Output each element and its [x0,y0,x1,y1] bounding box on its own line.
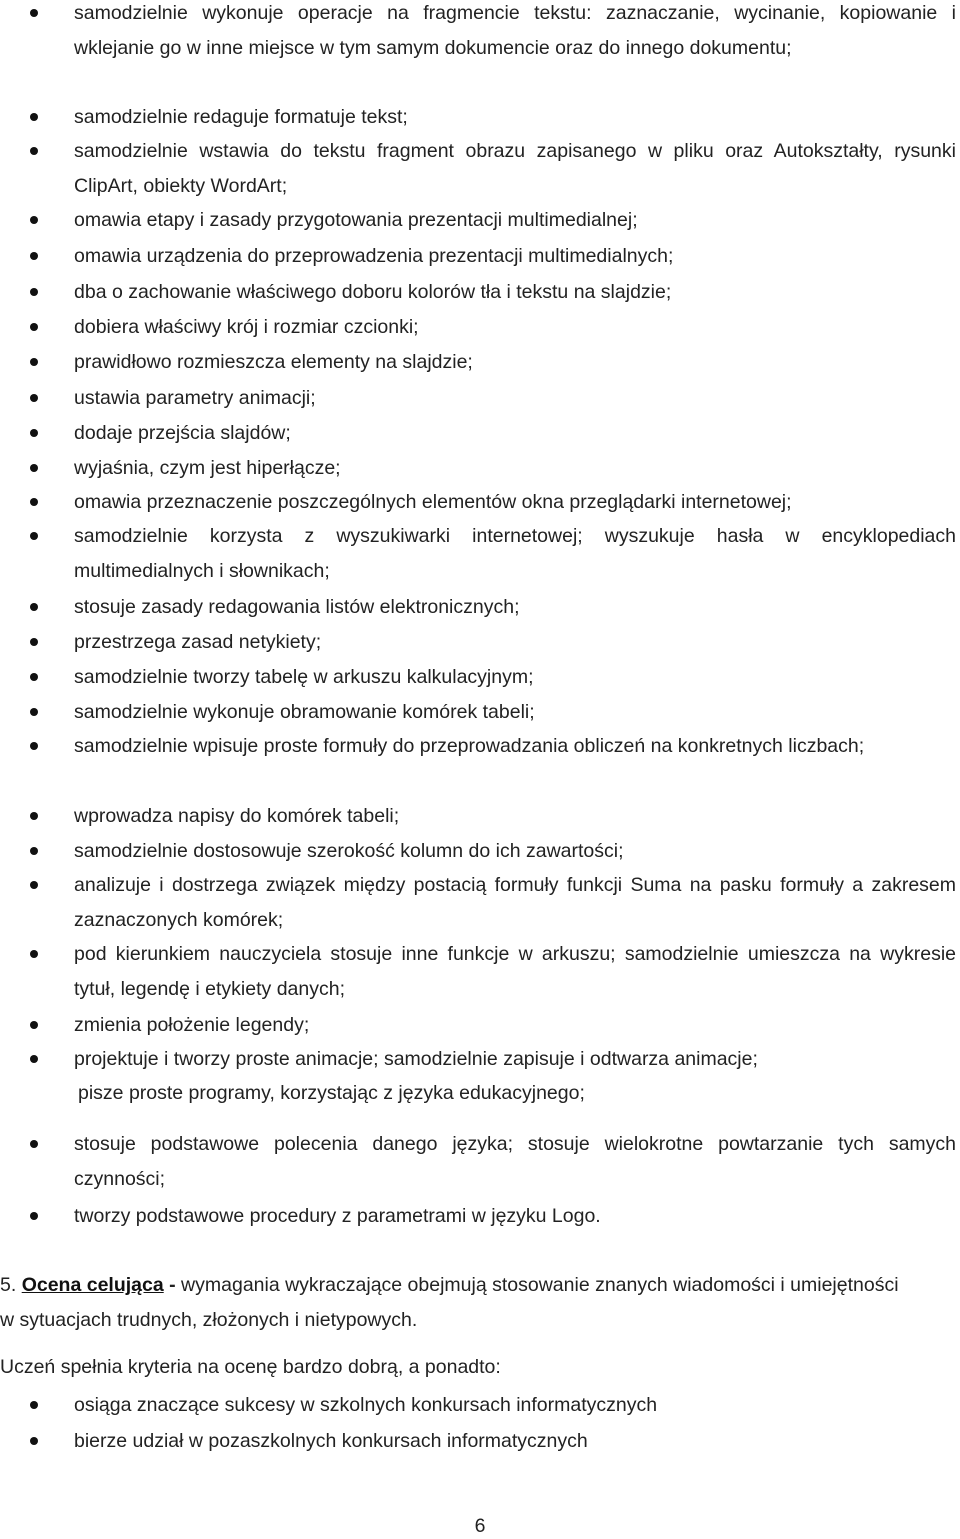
list-item: wyjaśnia, czym jest hiperłącze; [74,451,956,486]
bullet-icon [30,881,38,889]
list-item: tworzy podstawowe procedury z parametrami w języku Logo. [74,1199,956,1234]
bullet-icon [30,1401,38,1409]
list-item: wprowadza napisy do komórek tabeli; [74,799,956,834]
list-item: bierze udział w pozaszkolnych konkursach informatycznych [74,1424,956,1459]
list-item: samodzielnie wykonuje operacje na fragmencie tekstu: zaznaczanie, wycinanie, kopiowanie i wklejanie go w inne miejsce w tym samym dokumencie oraz do innego dokumentu; [74,0,956,66]
intro-line: Uczeń spełnia kryteria na ocenę bardzo dobrą, a ponadto: [0,1356,501,1378]
list-item: prawidłowo rozmieszcza elementy na slajdzie; [74,345,956,380]
bullet-icon [30,812,38,820]
bullet-icon [30,464,38,472]
bullet-icon [30,1055,38,1063]
list-item: stosuje podstawowe polecenia danego języka; stosuje wielokrotne powtarzanie tych samych czynności; [74,1127,956,1197]
list-item: omawia etapy i zasady przygotowania prezentacji multimedialnej; [74,203,956,238]
list-item: osiąga znaczące sukcesy w szkolnych konkursach informatycznych [74,1388,956,1423]
list-item: dodaje przejścia slajdów; [74,416,956,451]
bullet-icon [30,394,38,402]
list-item: dobiera właściwy krój i rozmiar czcionki; [74,310,956,345]
bullet-icon [30,1140,38,1148]
bullet-icon [30,673,38,681]
bullet-icon [30,603,38,611]
list-item: samodzielnie dostosowuje szerokość kolumn do ich zawartości; [74,834,956,869]
list-item: samodzielnie korzysta z wyszukiwarki internetowej; wyszukuje hasła w encyklopediach multimedialnych i słownikach; [74,519,956,589]
bullet-icon [30,216,38,224]
list-item: omawia urządzenia do przeprowadzenia prezentacji multimedialnych; [74,239,956,274]
section-number: 5. [0,1274,17,1296]
list-item: samodzielnie wpisuje proste formuły do przeprowadzania obliczeń na konkretnych liczbach; [74,729,956,764]
bullet-icon [30,708,38,716]
list-item: pod kierunkiem nauczyciela stosuje inne funkcje w arkuszu; samodzielnie umieszcza na wykresie tytuł, legendę i etykiety danych; [74,937,956,1007]
bullet-icon [30,638,38,646]
bullet-icon [30,1212,38,1220]
list-item: projektuje i tworzy proste animacje; samodzielnie zapisuje i odtwarza animacje; [74,1042,956,1077]
bullet-icon [30,1021,38,1029]
list-item: samodzielnie wykonuje obramowanie komórek tabeli; [74,695,956,730]
unbulleted-line: pisze proste programy, korzystając z języka edukacyjnego; [78,1082,585,1104]
section-5-paragraph [0,1268,908,1338]
list-item: samodzielnie redaguje formatuje tekst; [74,100,956,135]
bullet-icon [30,252,38,260]
bullet-icon [30,742,38,750]
section-text: wymagania wykraczające obejmują stosowanie znanych wiadomości i umiejętności w sytuacjach trudnych, złożonych i nietypowych. [0,1274,899,1331]
list-item: omawia przeznaczenie poszczególnych elementów okna przeglądarki internetowej; [74,485,956,520]
bullet-icon [30,498,38,506]
list-item: samodzielnie tworzy tabelę w arkuszu kalkulacyjnym; [74,660,956,695]
bullet-icon [30,532,38,540]
bullet-icon [30,358,38,366]
list-item: dba o zachowanie właściwego doboru kolorów tła i tekstu na slajdzie; [74,275,956,310]
bullet-icon [30,847,38,855]
section-separator: - [163,1274,182,1296]
bullet-icon [30,323,38,331]
list-item: zmienia położenie legendy; [74,1008,956,1043]
list-item: analizuje i dostrzega związek między postacią formuły funkcji Suma na pasku formuły a zakresem zaznaczonych komórek; [74,868,956,938]
list-item: stosuje zasady redagowania listów elektronicznych; [74,590,956,625]
bullet-icon [30,288,38,296]
bullet-icon [30,113,38,121]
list-item: ustawia parametry animacji; [74,381,956,416]
bullet-icon [30,950,38,958]
list-item: samodzielnie wstawia do tekstu fragment obrazu zapisanego w pliku oraz Autokształty, rysunki ClipArt, obiekty WordArt; [74,134,956,204]
section-title: Ocena celująca [21,1274,164,1296]
bullet-icon [30,429,38,437]
page-number: 6 [474,1515,486,1537]
bullet-icon [30,147,38,155]
list-item: przestrzega zasad netykiety; [74,625,956,660]
bullet-icon [30,9,38,17]
bullet-icon [30,1437,38,1445]
